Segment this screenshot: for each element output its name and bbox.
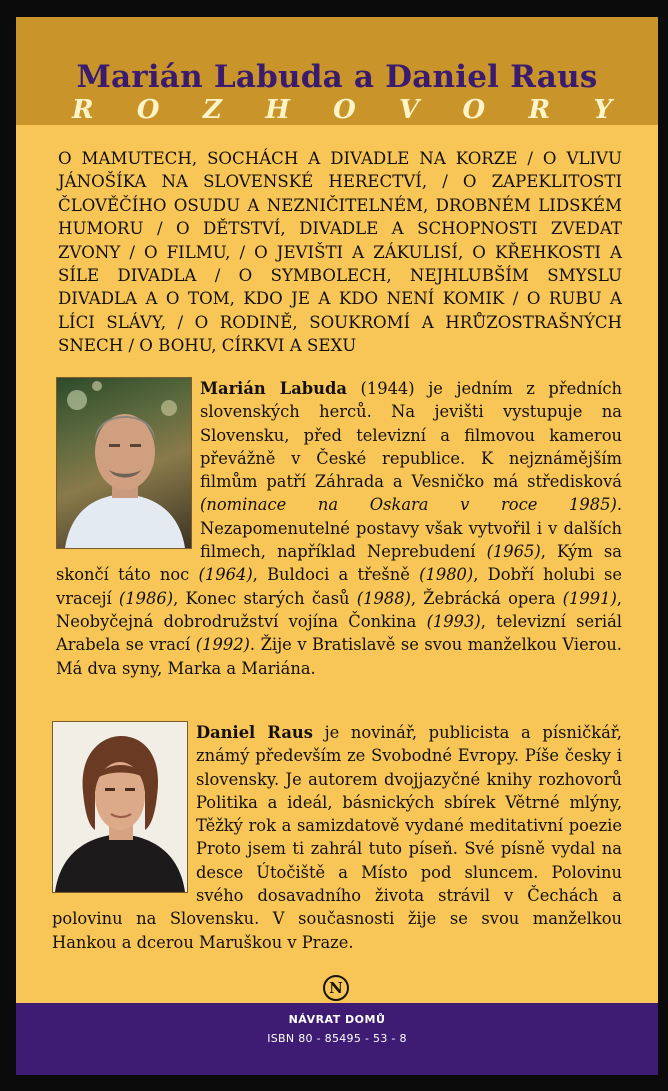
- subtitle-letter: O: [333, 95, 356, 125]
- topics-list: O MAMUTECH, SOCHÁCH A DIVADLE NA KORZE / O VLIVU JÁNOŠÍKA NA SLOVENSKÉ HERECTVÍ, / O ZAPEKLITOSTI ČLOVĚČÍHO OSUDU A NEZNIČITELNÉM, DROBNÉM LIDSKÉM HUMORU / O DĚTSTVÍ, DIVADLE A SCHOPNOSTI ZVEDAT ZVONY / O FILMU, / O JEVIŠTI A ZÁKULISÍ, O KŘEHKOSTI A SÍLE DIVADLA / O SYMBOLECH, NEJHLUBŠÍM SMYSLU DIVADLA A O TOM, KDO JE A KDO NENÍ KOMIK / O RUBU A LÍCI SLÁVY, / O RODINĚ, SOUKROMÍ A HRŮZOSTRAŠNÝCH SNECH / O BOHU, CÍRKVI A SEXU: [58, 149, 622, 356]
- authors-title: Marián Labuda a Daniel Raus: [76, 59, 598, 95]
- bio-text: , Dobří holubi se vracejí: [56, 565, 622, 608]
- subtitle-letter: H: [265, 95, 290, 125]
- isbn: ISBN 80 - 85495 - 53 - 8: [267, 1032, 407, 1045]
- book-back-cover: [16, 17, 658, 1075]
- subtitle-rozhovory: [72, 95, 612, 125]
- bio-italic: (1988): [356, 588, 411, 608]
- subtitle-letter: V: [399, 95, 420, 125]
- subtitle-letter: O: [136, 95, 160, 125]
- bio-italic: (1965): [486, 542, 541, 562]
- bio-italic: (1964): [198, 565, 253, 585]
- publisher-logo-icon: N: [323, 975, 349, 1001]
- author-photo-labuda: [56, 377, 192, 549]
- bio-labuda: [56, 377, 622, 680]
- bio-italic: (1991): [562, 588, 617, 608]
- author-photo-raus: [52, 721, 188, 893]
- footer-band: [16, 1003, 658, 1075]
- bio-text: , Neobyčejná dobrodružství vojína Čonkina: [56, 588, 622, 631]
- bio-text: . Nezapomenutelné postavy však vytvořil i v dalších filmech, například Neprebudení: [200, 495, 622, 562]
- author-name-labuda: Marián Labuda: [200, 379, 347, 398]
- bio-italic: (1980): [419, 565, 474, 585]
- header-band: [16, 17, 658, 125]
- portrait-labuda: [57, 378, 191, 548]
- bio-text: (1944) je jedním z předních slovenských herců. Na jevišti vystupuje na Slovensku, před televizní a filmovou kamerou převážně v České republice. K nejznámějším filmům patří Záhrada a Vesničko má středisková: [200, 379, 622, 492]
- portrait-raus: [53, 722, 187, 892]
- subtitle-letter: Y: [593, 95, 612, 125]
- bio-italic: (nominace na Oskara v roce 1985): [200, 495, 617, 515]
- bio-text: , Kým sa skončí táto noc: [56, 542, 622, 585]
- publisher-name: NÁVRAT DOMŮ: [288, 1013, 386, 1026]
- bio-text: , Buldoci a třešně: [252, 565, 420, 585]
- bio-text: . Žije v Bratislavě se svou manželkou Vierou. Má dva syny, Marka a Mariána.: [56, 635, 622, 678]
- bio-italic: (1986): [118, 588, 174, 608]
- bio-italic: (1992): [195, 635, 250, 655]
- bio-text: , Konec starých časů: [173, 588, 357, 608]
- bio-text: , televizní seriál Arabela se vrací: [56, 611, 622, 655]
- subtitle-letter: O: [462, 95, 486, 125]
- author-name-raus: Daniel Raus: [196, 723, 313, 742]
- subtitle-letter: R: [72, 95, 94, 125]
- bio-text: , Žebrácká opera: [410, 588, 563, 608]
- bio-text: je novinář, publicista a písničkář, známý především ze Svobodné Evropy. Píše česky i slovensky. Je autorem dvojjazyčné knihy rozhovorů Politika a ideál, básnických sbírek Větrné mlýny, Těžký rok a samizdatově vydané meditativní poezie Proto jsem ti zahrál tuto píseň. Své písně vydal na desce Útočiště a Místo pod sluncem. Polovinu svého dosavadního života strávil v Čechách a polovinu na Slovensku. V současnosti žije se svou manželkou Hankou a dcerou Maruškou v Praze.: [52, 723, 622, 952]
- subtitle-letter: Z: [202, 95, 222, 125]
- bio-italic: (1993): [426, 611, 481, 631]
- bio-raus: [52, 721, 622, 954]
- subtitle-letter: R: [528, 95, 551, 125]
